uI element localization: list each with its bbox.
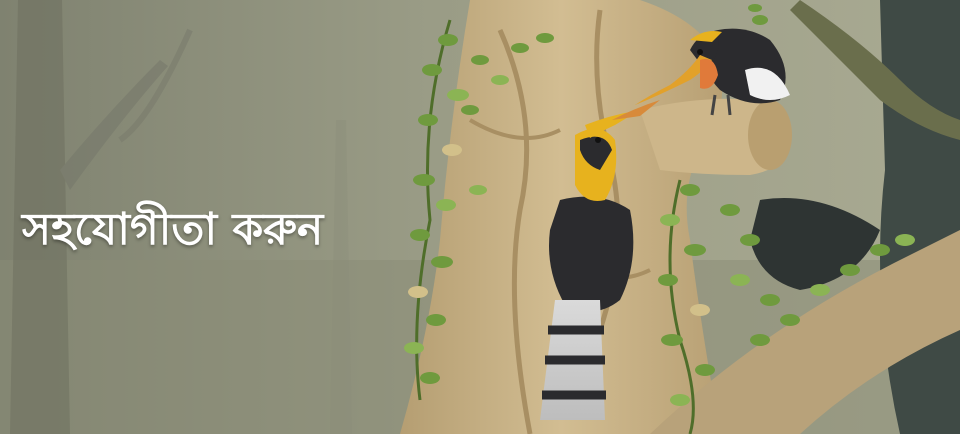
dark-tree-trunk: [880, 0, 960, 434]
headline-text: সহযোগীতা করুন: [22, 204, 324, 255]
